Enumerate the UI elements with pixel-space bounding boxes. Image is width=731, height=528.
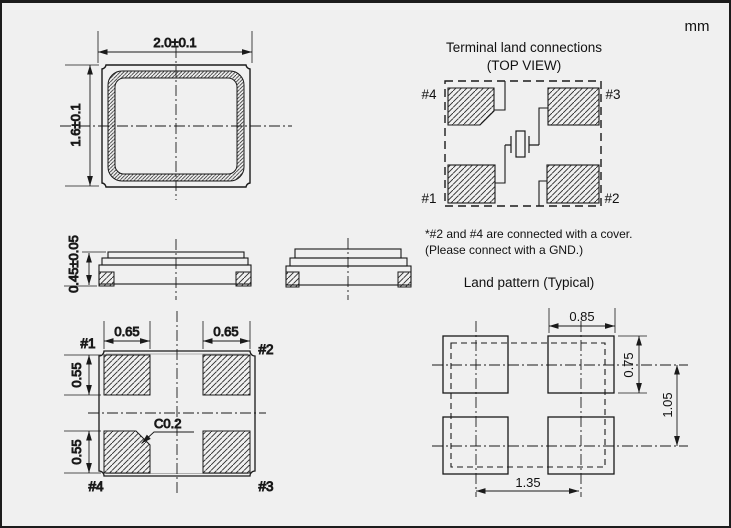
section-title: Terminal land connections: [445, 40, 603, 55]
terminal-pad-right: [398, 272, 411, 287]
cover-trace-pad2: [539, 181, 547, 206]
package-top-view: [60, 31, 292, 200]
dim-pad-width-left-label: 0.65: [114, 324, 140, 339]
crystal-trace-pad1: [495, 145, 505, 183]
seal-layer: [290, 258, 407, 266]
pad-3: [548, 88, 599, 125]
dim-pad-height-label: 0.75: [621, 352, 636, 378]
pad-2: [203, 355, 250, 395]
pad-4-chamfered: [448, 88, 494, 125]
dim-col-pitch-label: 1.35: [515, 475, 541, 490]
dimension-drawing-canvas: [2, 3, 729, 526]
pad-1: [104, 355, 150, 395]
pad-1: [448, 165, 495, 203]
terminal-land-connections: [421, 40, 632, 257]
section-subtitle: (TOP VIEW): [486, 58, 562, 73]
side-view-side: [286, 238, 411, 300]
dim-chamfer-label: C0.2: [154, 416, 182, 431]
seal-layer: [102, 258, 248, 265]
cover-trace-pad4: [494, 81, 505, 110]
dim-pad-width-right-label: 0.65: [213, 324, 239, 339]
pin-label-4: #4: [421, 87, 437, 102]
base: [286, 266, 411, 285]
terminal-pad-right: [236, 272, 251, 286]
land-pad-bottom-left: [443, 417, 508, 474]
side-view-front: [64, 235, 251, 300]
land-pattern: [432, 275, 688, 497]
unit-label: mm: [684, 18, 710, 35]
dim-pad-height-bottom-label: 0.55: [69, 439, 84, 465]
pad-2: [547, 165, 599, 203]
dim-width-label: 2.0±0.1: [153, 35, 197, 50]
dim-thickness-label: 0.45±0.05: [66, 235, 81, 293]
pin-label-1: #1: [80, 336, 96, 351]
dim-height-label: 1.6±0.1: [68, 103, 83, 147]
cover-note-line2: (Please connect with a GND.): [425, 243, 584, 257]
terminal-pad-left: [99, 272, 114, 286]
section-title: Land pattern (Typical): [463, 275, 595, 290]
base: [99, 265, 251, 284]
dim-pad-height-top-label: 0.55: [69, 362, 84, 388]
pin-label-4: #4: [88, 479, 104, 494]
package-outline-dashed: [451, 343, 605, 467]
pin-label-3: #3: [605, 87, 621, 102]
pin-label-1: #1: [421, 191, 437, 206]
crystal-symbol: [505, 131, 539, 157]
dim-row-pitch-label: 1.05: [660, 392, 675, 418]
bottom-view: [64, 311, 274, 495]
pin-label-3: #3: [258, 479, 274, 494]
crystal-trace-pad3: [539, 108, 548, 145]
terminal-pad-left: [286, 272, 299, 287]
pin-label-2: #2: [258, 342, 274, 357]
cover-note-line1: *#2 and #4 are connected with a cover.: [425, 227, 633, 241]
dim-pad-width-label: 0.85: [569, 309, 595, 324]
pin-label-2: #2: [604, 191, 620, 206]
pad-3: [203, 431, 250, 473]
land-pad-top-left: [443, 336, 508, 393]
